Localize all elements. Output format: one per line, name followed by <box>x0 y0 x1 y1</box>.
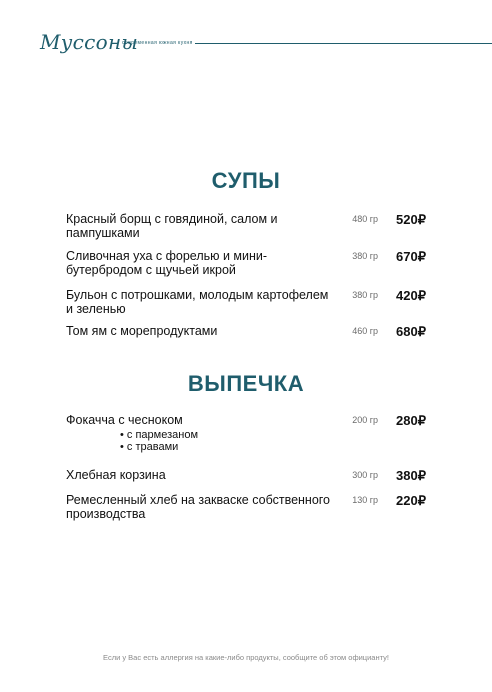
item-name: Фокачча с чесноком <box>66 413 183 427</box>
item-price: 520₽ <box>396 212 426 227</box>
restaurant-tagline: современная южная кухня <box>122 40 193 46</box>
section-title-soups: СУПЫ <box>211 168 281 193</box>
item-name: Том ям с морепродуктами <box>66 324 218 338</box>
restaurant-logo: Муссоны <box>40 30 139 54</box>
menu-item <box>66 413 436 453</box>
item-weight: 380 гр <box>352 251 378 261</box>
item-price: 680₽ <box>396 324 426 339</box>
menu-item <box>66 493 436 521</box>
menu-item <box>66 212 436 240</box>
menu-item <box>66 468 436 482</box>
allergy-notice: Если у Вас есть аллергия на какие-либо продукты, сообщите об этом официанту! <box>103 653 389 662</box>
menu-item <box>66 249 436 277</box>
item-price: 420₽ <box>396 288 426 303</box>
item-name: Хлебная корзина <box>66 468 166 482</box>
section-title-bakery: ВЫПЕЧКА <box>187 371 305 396</box>
item-price: 670₽ <box>396 249 426 264</box>
item-name: Сливочная уха с форелью и мини-бутербродом с щучьей икрой <box>66 249 268 277</box>
item-price: 280₽ <box>396 413 426 428</box>
item-price: 220₽ <box>396 493 426 508</box>
item-weight: 460 гр <box>352 326 378 336</box>
item-weight: 200 гр <box>352 415 378 425</box>
item-option: • с травами <box>120 441 179 453</box>
item-name: Бульон с потрошками, молодым картофелем и зеленью <box>66 288 329 316</box>
menu-header <box>0 30 492 60</box>
item-options <box>66 429 436 453</box>
item-name: Красный борщ с говядиной, салом и пампушками <box>66 212 278 240</box>
header-divider <box>195 43 492 44</box>
item-price: 380₽ <box>396 468 426 483</box>
item-name: Ремесленный хлеб на закваске собственного производства <box>66 493 331 521</box>
menu-item <box>66 324 436 338</box>
item-weight: 300 гр <box>352 470 378 480</box>
item-weight: 380 гр <box>352 290 378 300</box>
menu-item <box>66 288 436 316</box>
item-weight: 480 гр <box>352 214 378 224</box>
item-weight: 130 гр <box>352 495 378 505</box>
item-option: • с пармезаном <box>120 429 199 441</box>
